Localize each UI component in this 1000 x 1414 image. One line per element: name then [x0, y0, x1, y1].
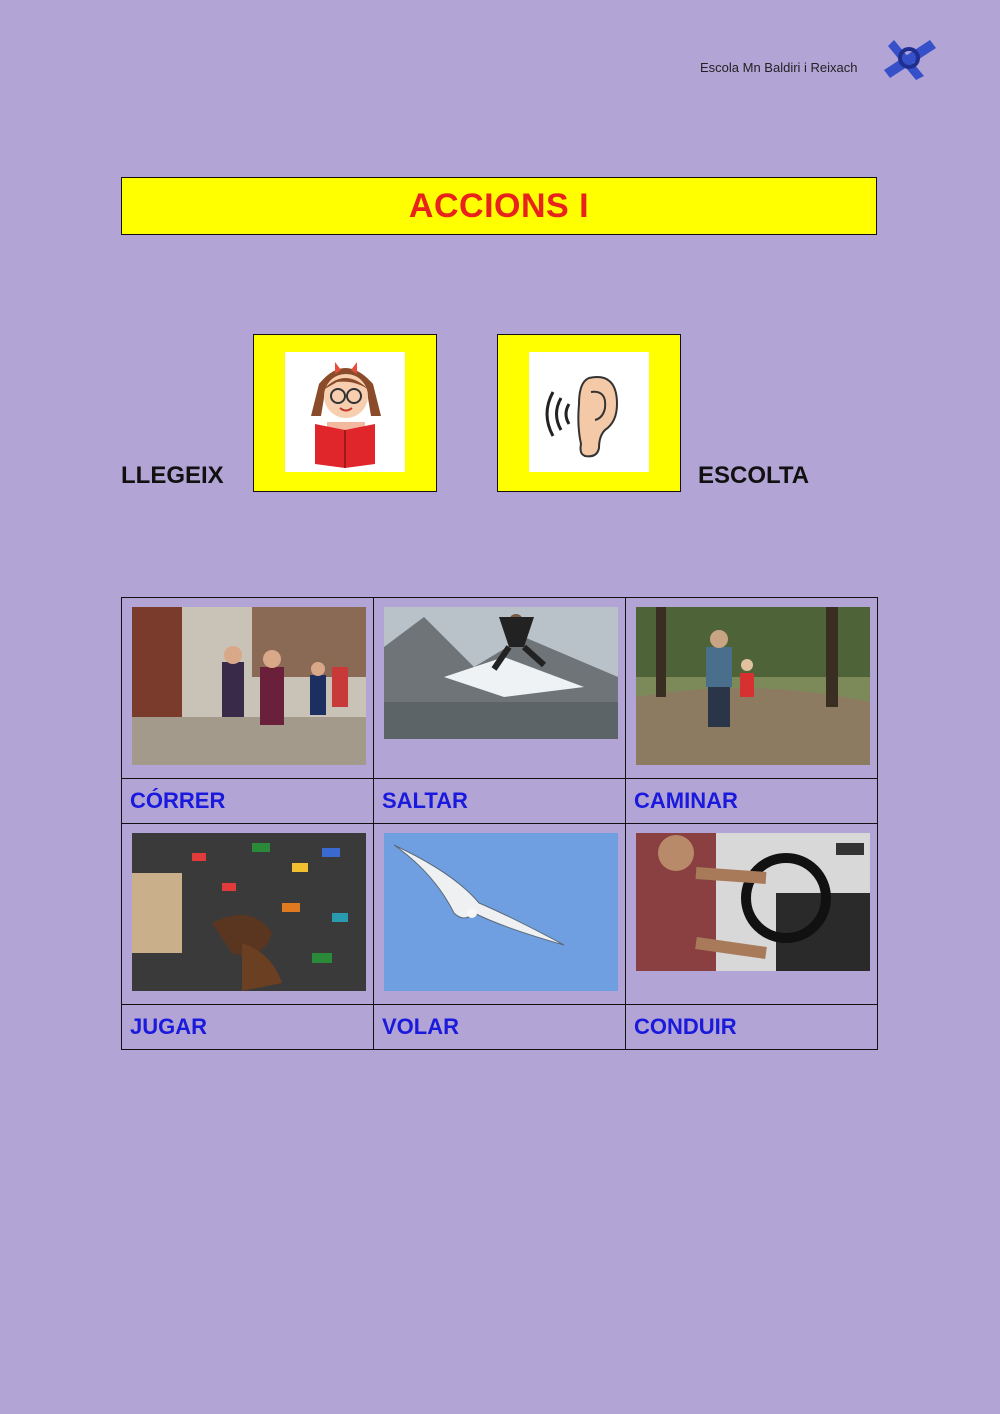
driving-photo — [636, 833, 870, 971]
title-banner — [121, 177, 877, 235]
page-title: ACCIONS I — [408, 186, 590, 225]
read-label: LLEGEIX — [121, 462, 224, 489]
action-label-walking: CAMINAR — [626, 779, 878, 824]
read-card — [253, 334, 437, 492]
action-image-cell — [122, 598, 374, 779]
walking-photo — [636, 607, 870, 765]
jumping-person-photo — [384, 607, 618, 739]
listen-label: ESCOLTA — [698, 462, 810, 489]
action-label-running: CÓRRER — [122, 779, 374, 824]
action-image-cell — [374, 824, 626, 1005]
listen-card — [497, 334, 681, 492]
action-image-cell — [122, 824, 374, 1005]
playing-blocks-photo — [132, 833, 366, 991]
ear-listening-icon — [529, 352, 649, 472]
action-label-jumping: SALTAR — [374, 779, 626, 824]
action-image-cell — [374, 598, 626, 779]
flying-gull-photo — [384, 833, 618, 991]
action-image-cell — [626, 598, 878, 779]
action-image-cell — [626, 824, 878, 1005]
girl-reading-icon — [285, 352, 405, 472]
school-logo-icon — [878, 32, 940, 82]
action-label-playing: JUGAR — [122, 1005, 374, 1050]
runners-photo — [132, 607, 366, 765]
action-label-flying: VOLAR — [374, 1005, 626, 1050]
action-label-driving: CONDUIR — [626, 1005, 878, 1050]
actions-table — [121, 597, 878, 1050]
school-name: Escola Mn Baldiri i Reixach — [700, 60, 858, 75]
